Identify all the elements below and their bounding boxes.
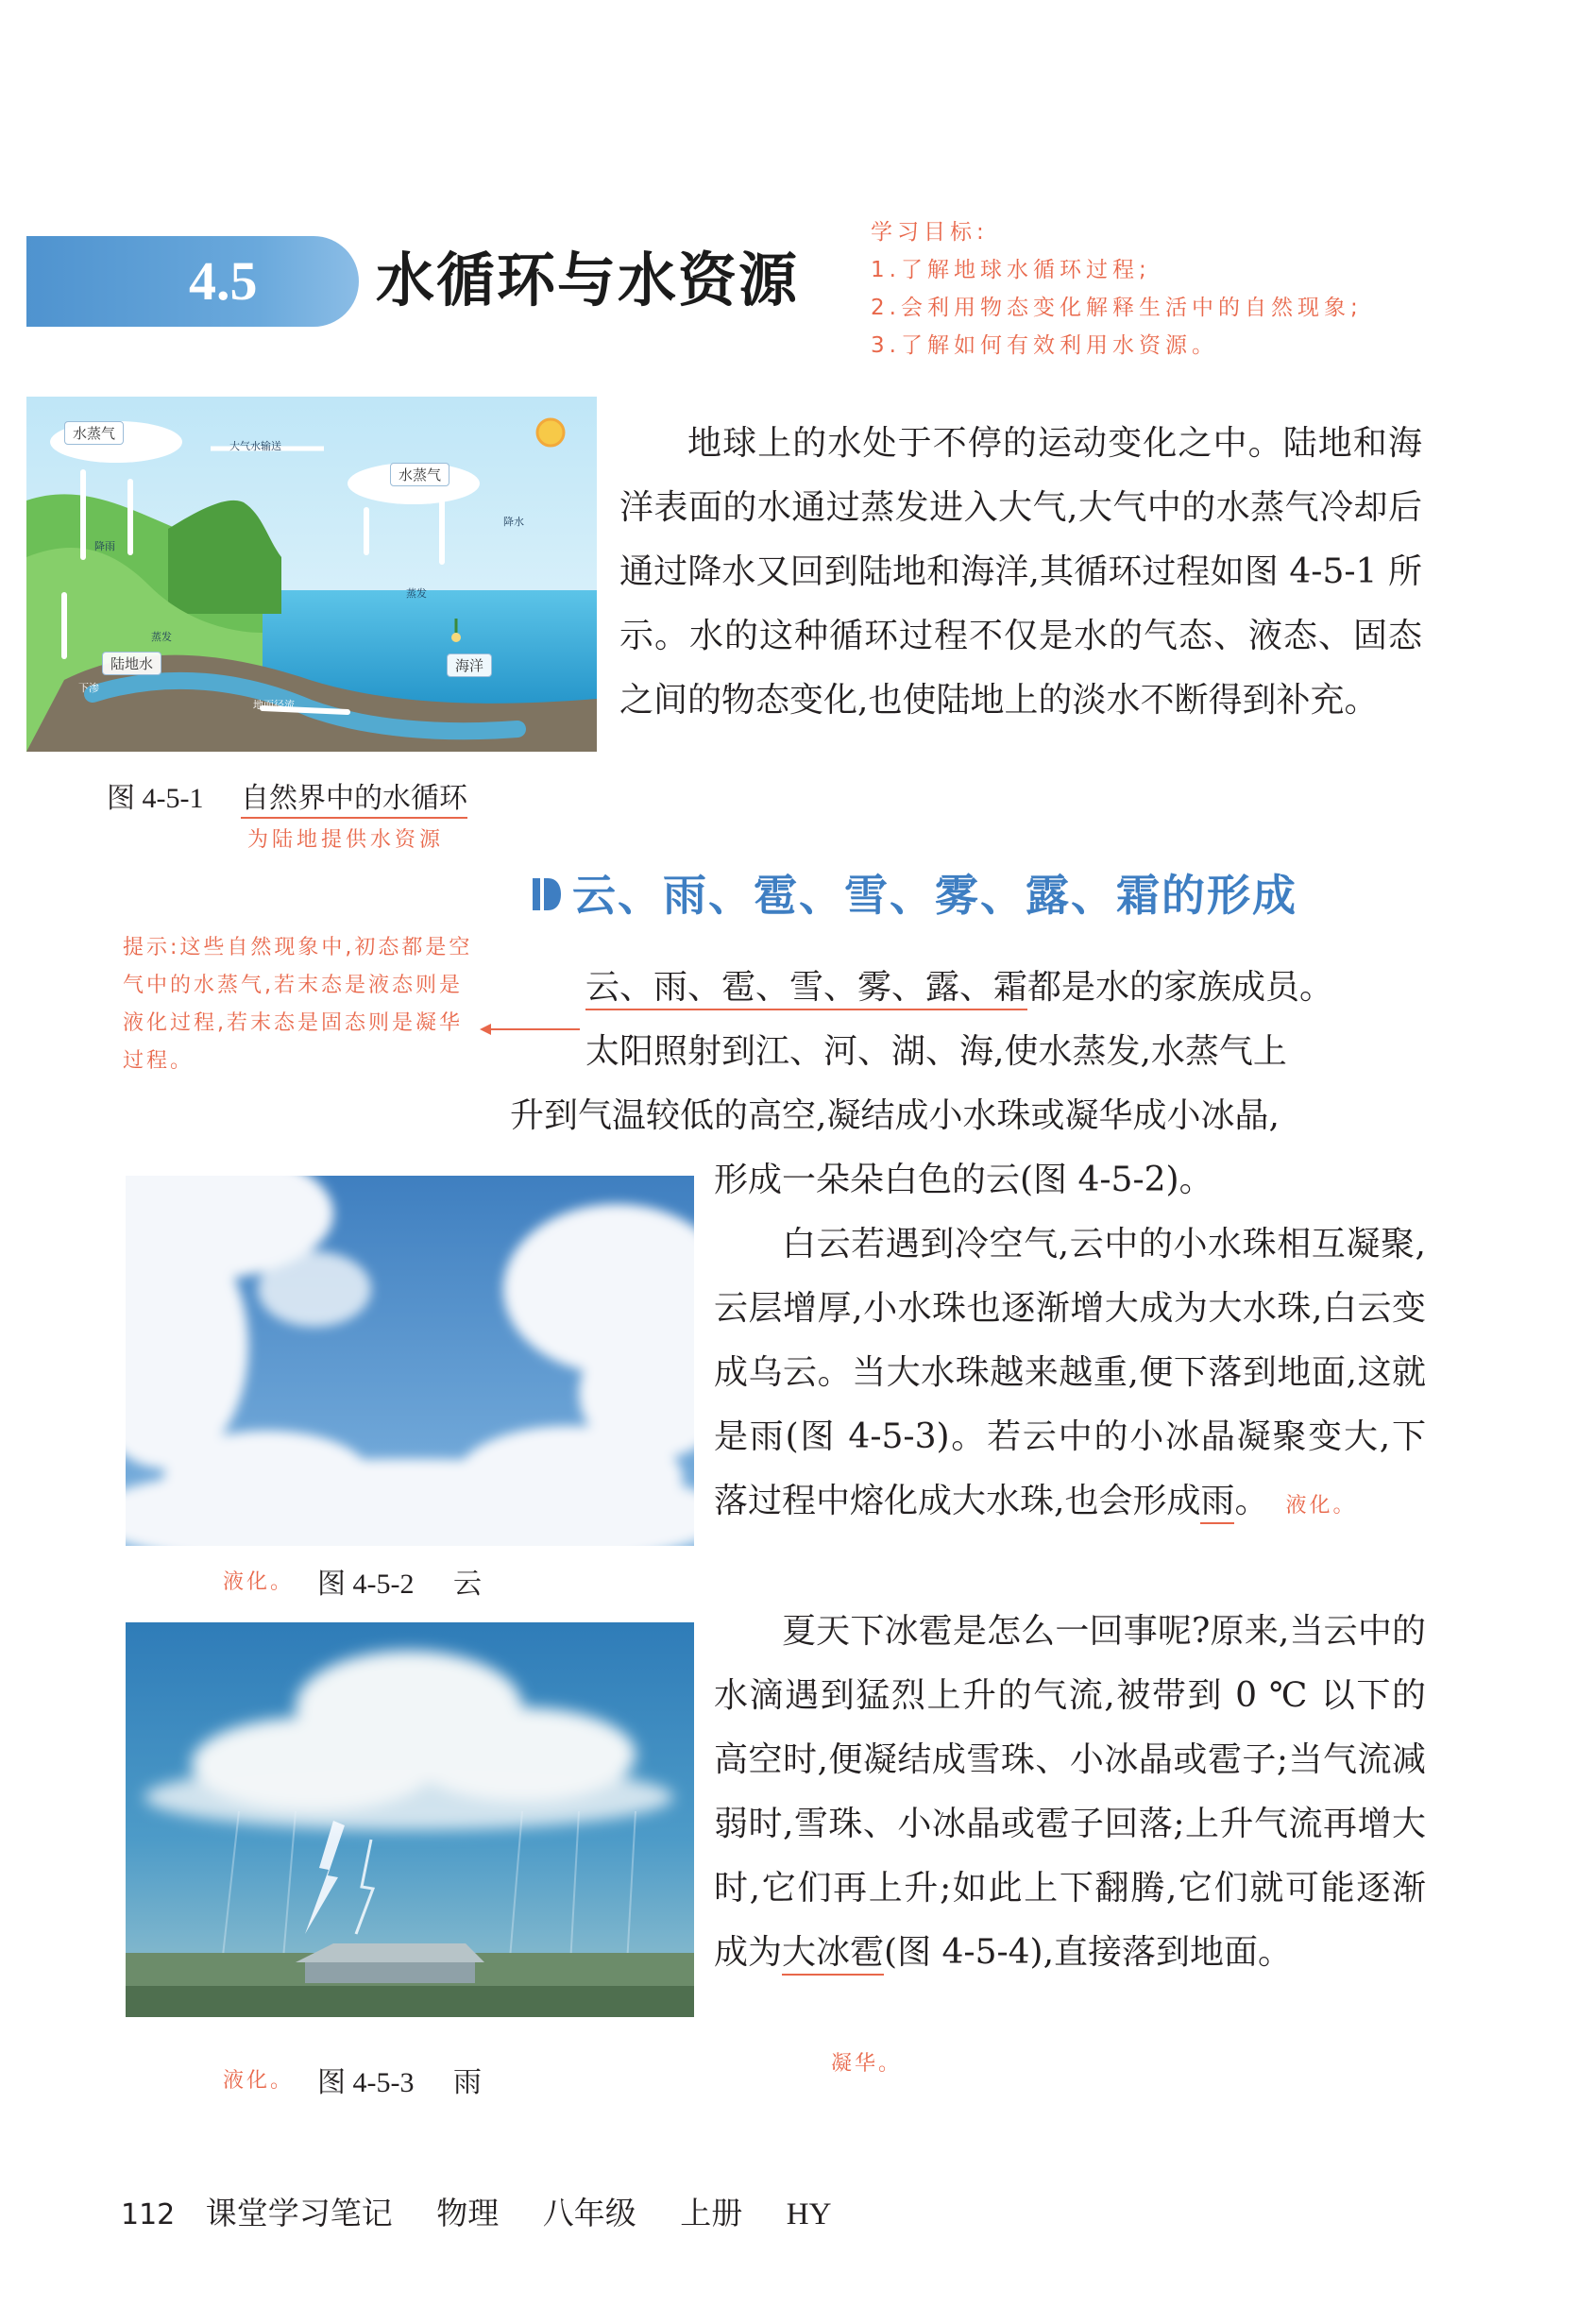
learning-goal-1: 1.了解地球水循环过程; [871,258,1151,282]
figure3-caption-text: 雨 [453,2066,483,2099]
figure1-caption [107,774,467,816]
learning-goal-3: 3.了解如何有效利用水资源。 [871,333,1218,358]
figure2-caption-number: 图 4-5-2 [317,1569,415,1600]
hail-paragraph-text: 夏天下冰雹是怎么一回事呢?原来,当云中的水滴遇到猛烈上升的气流,被带到 0 ℃ 以下的高空时,便凝结成雪珠、小冰晶或雹子;当气流减弱时,雪珠、小冰晶或雹子回落;上升气流再增大时,它们再上升;如此上下翻腾,它们就可能逐渐成为 [714,1612,1426,1972]
label-evaporation-center: 蒸发 [406,587,427,600]
rain-paragraph-text: 白云若遇到冷空气,云中的小水珠相互凝聚,云层增厚,小水珠也逐渐增大成为大水珠,白云变成乌云。当大水珠越来越重,便下落到地面,这就是雨(图 4-5-3)。若云中的小冰晶凝聚变大,下落过程中熔化成大水珠,也会形成 [714,1225,1426,1520]
intro-paragraph-text: 地球上的水处于不停的运动变化之中。陆地和海洋表面的水通过蒸发进入大气,大气中的水蒸气冷却后通过降水又回到陆地和海洋,其循环过程如图 4-5-1 所示。水的这种循环过程不仅是水的气态、液态、固态之间的物态变化,也使陆地上的淡水不断得到补充。 [619,424,1422,720]
hail-handwritten-note: 凝华。 [831,2052,903,2076]
phenomena-list: 云、雨、雹、雪、雾、露、霜 [585,968,1027,1010]
hail-paragraph-end: (图 4-5-4),直接落到地面。 [884,1933,1293,1972]
rain-word: 雨 [1200,1482,1234,1524]
footer-subject: 物理 [436,2195,500,2231]
rain-image [126,1622,694,2017]
page-footer [121,2189,831,2233]
figure2-handwritten-note: 液化。 [223,1570,295,1594]
rain-photo [126,1622,694,2017]
footer-grade: 八年级 [542,2195,636,2231]
footer-volume: 上册 [680,2195,743,2231]
sun-evaporation-line3: 形成一朵朵白色的云(图 4-5-2)。 [714,1161,1213,1199]
label-precipitation-right: 降水 [503,516,524,528]
hint-annotation: 提示:这些自然现象中,初态都是空气中的水蒸气,若末态是液态则是液化过程,若末态是固态则是凝华过程。 [123,936,473,1073]
intro-paragraph [619,412,1422,733]
figure2-caption-text: 云 [453,1568,483,1601]
footer-edition: HY [786,2197,832,2231]
cloud-formation-line [714,1148,1426,1213]
hail-paragraph [714,1600,1426,1985]
section-number: 4.5 [189,250,258,312]
label-rainfall-left: 降雨 [94,540,115,552]
learning-goals-heading: 学习目标: [871,220,989,245]
figure3-caption-number: 图 4-5-3 [317,2067,415,2098]
page-title: 水循环与水资源 [376,246,800,314]
learning-goals [871,213,1363,365]
figure1-caption-number: 图 4-5-1 [107,783,204,814]
label-seepage: 下渗 [78,682,99,694]
sun-evaporation-continued [510,1084,1426,1148]
label-water-vapor-right: 水蒸气 [390,463,449,486]
label-atmospheric-transport: 大气水输送 [229,440,281,452]
cloud-image [126,1176,694,1546]
rain-paragraph-end: 。 [1234,1482,1269,1520]
label-water-vapor-left: 水蒸气 [64,421,124,445]
footer-book-title: 课堂学习笔记 [205,2195,393,2231]
learning-goal-2: 2.会利用物态变化解释生活中的自然现象; [871,296,1363,320]
figure1-handwritten-note: 为陆地提供水资源 [247,828,445,852]
family-members-paragraph [585,956,1426,1084]
figure3-caption [317,2059,482,2100]
subsection-heading [531,861,1297,925]
figure2-caption [317,1560,482,1602]
label-land-water: 陆地水 [102,652,161,675]
sun-evaporation-line1: 太阳照射到江、河、湖、海,使水蒸发,水蒸气上 [585,1032,1287,1071]
page-number: 112 [121,2198,176,2231]
label-evaporation-left: 蒸发 [151,631,172,643]
sun-evaporation-line2: 升到气温较低的高空,凝结成小水珠或凝华成小冰晶, [510,1096,1280,1135]
label-ocean: 海洋 [447,653,492,677]
water-cycle-illustration [26,397,597,752]
cloud-photo [126,1176,694,1546]
hail-word: 大冰雹 [782,1933,884,1976]
subsection-heading-text: 云、雨、雹、雪、雾、露、霜的形成 [572,870,1297,921]
figure3-handwritten-note: 液化。 [223,2069,295,2093]
figure1-caption-text: 自然界中的水循环 [241,782,467,819]
rain-handwritten-note: 液化。 [1285,1494,1357,1518]
hint-arrow-icon [478,1020,582,1039]
section-marker-icon [531,874,563,925]
water-cycle-figure [26,397,597,752]
rain-paragraph [714,1213,1426,1538]
label-runoff: 地面径流 [253,699,295,711]
family-members-text: 都是水的家族成员。 [1027,968,1334,1007]
